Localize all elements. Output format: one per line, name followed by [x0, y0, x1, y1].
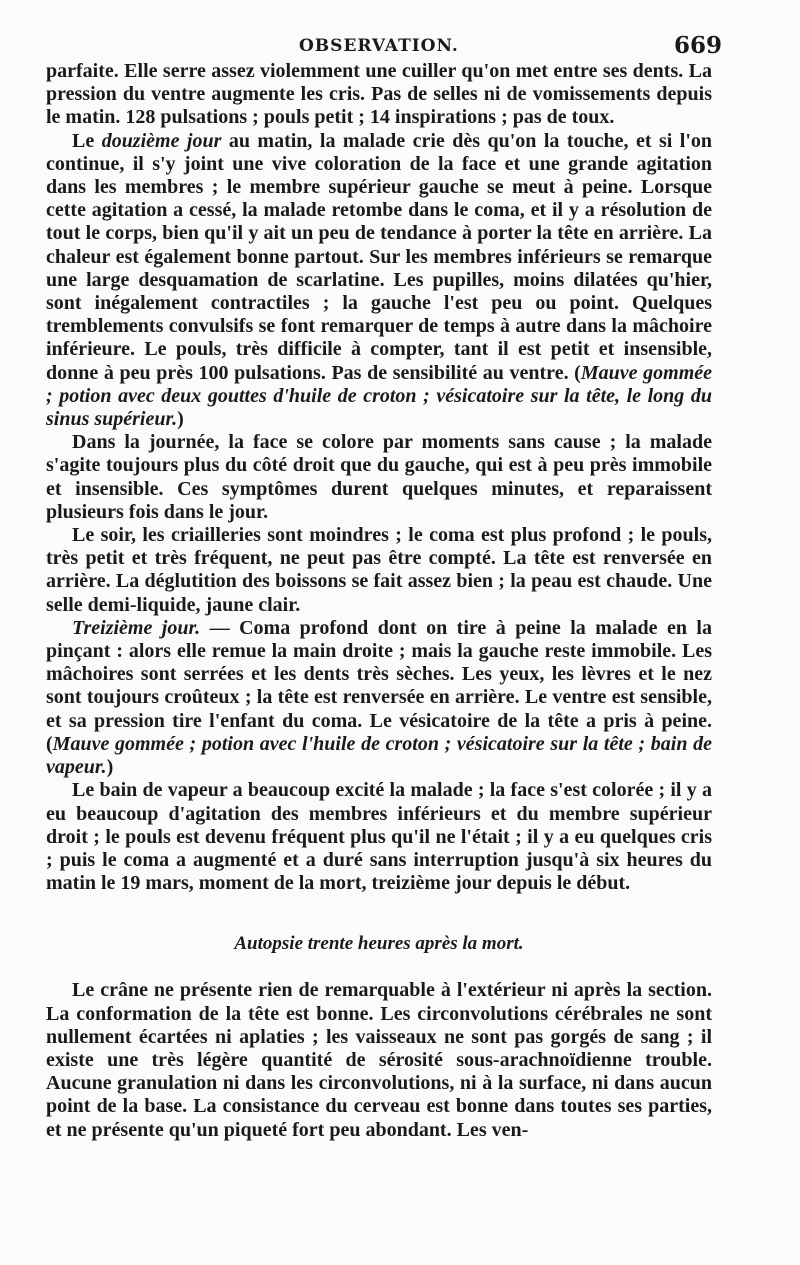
running-title: OBSERVATION. — [299, 36, 459, 56]
text-run: Le crâne ne présente rien de remarquable à l'extérieur ni après la section. La conformation de la tête est bonne. Les circonvolutions cérébrales ne sont nullement écartées ni aplaties ; les vaisseaux ne sont pas gorgés de sang ; il existe une très légère quantité de sérosité sous-arachnoïdienne trouble. Aucune granulation ni dans les circonvolutions, ni à la surface, ni dans aucun point de la base. La consistance du cerveau est bonne dans toutes ses parties, et ne présente qu'un piqueté fort peu abondant. Les ven- — [46, 979, 712, 1141]
running-head — [46, 32, 722, 60]
paragraph — [46, 617, 712, 779]
text-run: Le bain de vapeur a beaucoup excité la malade ; la face s'est colorée ; il y a eu beaucoup d'agitation des membres inférieurs et du membre supérieur droit ; le pouls est devenu fréquent plus qu'il ne l'était ; il y a eu quelques cris ; puis le coma a augmenté et a duré sans interruption jusqu'à six heures du matin le 19 mars, moment de la mort, treizième jour depuis le début. — [46, 779, 712, 895]
text-run: ) — [177, 408, 184, 431]
italic-run: Mauve gommée ; potion avec l'huile de croton ; vésicatoire sur la tête ; bain de vapeur. — [46, 732, 712, 779]
italic-run: Mauve gommée ; potion avec deux gouttes d'huile de croton ; vésicatoire sur la tête, le long du sinus supérieur. — [46, 361, 713, 431]
italic-run: Treizième jour. — [72, 616, 201, 639]
text-run: parfaite. Elle serre assez violemment une cuiller qu'on met entre ses dents. La pression du ventre augmente les cris. Pas de selles ni de vomissements depuis le matin. 128 pulsations ; pouls petit ; 14 inspirations ; pas de toux. — [46, 60, 712, 129]
text-run: Le — [72, 129, 102, 152]
text-run: Le soir, les criailleries sont moindres ; le coma est plus profond ; le pouls, très petit et très fréquent, ne peut pas être compté. La tête est renversée en arrière. La déglutition des boissons se fait assez bien ; la peau est chaude. Une selle demi-liquide, jaune clair. — [46, 524, 712, 616]
italic-run: douzième jour — [101, 129, 222, 152]
body-text — [46, 60, 712, 895]
paragraph — [46, 60, 712, 130]
text-run: — Coma profond dont on tire à peine la malade en la pinçant : alors elle remue la main droite ; mais la gauche reste immobile. Les mâchoires sont serrées et les dents très sèches. Les yeux, les lèvres et le nez sont toujours croûteux ; la tête est renversée en arrière. Le ventre est sensible, et sa pression tire l'enfant du coma. Le vésicatoire de la tête a pris à peine. ( — [46, 616, 712, 755]
page-number: 669 — [673, 32, 722, 59]
text-run: Dans la journée, la face se colore par moments sans cause ; la malade s'agite toujours plus du côté droit que du gauche, qui est à peu près immobile et insensible. Ces symptômes durent quelques minutes, et reparaissent plusieurs fois dans le jour. — [46, 431, 712, 523]
text-run: ) — [106, 756, 114, 779]
paragraph — [46, 130, 712, 432]
paragraph — [46, 524, 712, 617]
paragraph — [46, 779, 712, 895]
text-run: au matin, la malade crie dès qu'on la touche, et si l'on continue, il s'y joint une vive coloration de la face et une grande agitation dans les membres ; le membre supérieur gauche se meut à peine. Lorsque cette agitation a cessé, la malade retombe dans le coma, et il y a résolution de tout le corps, bien qu'il y ait un peu de tendance à porter la tête en arrière. La chaleur est également bonne partout. Sur les membres inférieurs se remarque une large desquamation de scarlatine. Les pupilles, moins dilatées qu'hier, sont inégalement contractiles ; la gauche l'est peu ou point. Quelques tremblements convulsifs se font remarquer de temps à autre dans la mâchoire inférieure. Le pouls, très difficile à compter, tant il est petit et insensible, donne à peu près 100 pulsations. Pas de sensibilité au ventre. ( — [46, 129, 713, 384]
section-subheading: Autopsie trente heures après la mort. — [234, 933, 524, 955]
paragraph — [46, 431, 712, 524]
body-text-continued — [46, 979, 712, 1141]
paragraph — [46, 979, 712, 1141]
